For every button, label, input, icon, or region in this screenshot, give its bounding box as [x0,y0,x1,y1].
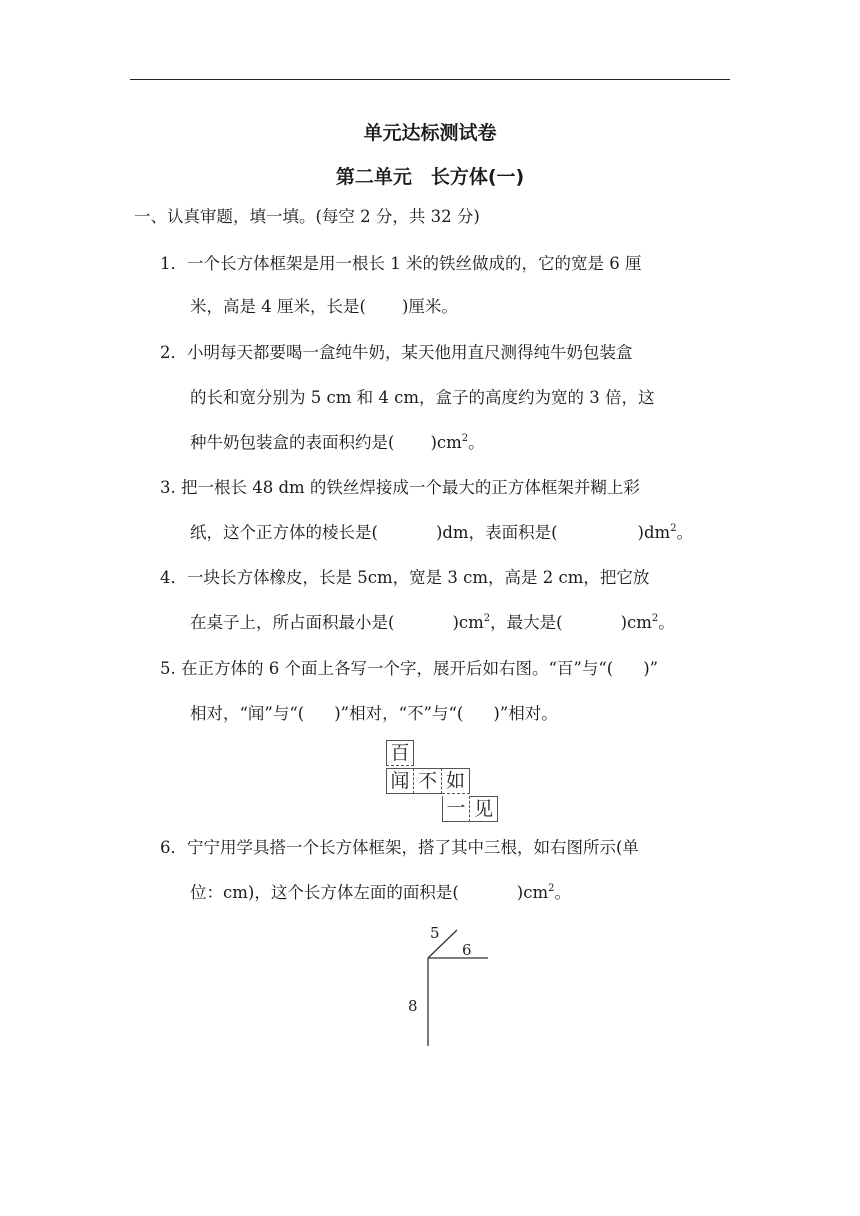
q2-line-2: 的长和宽分别为 5 cm 和 4 cm，盒子的高度约为宽的 3 倍，这 [190,388,655,407]
page-title: 单元达标测试卷 [363,122,497,144]
q2-line-1: 2．小明每天都要喝一盒纯牛奶，某天他用直尺测得纯牛奶包装盒 [160,343,633,362]
q6-line-1: 6．宁宁用学具搭一个长方体框架，搭了其中三根，如右图所示(单 [160,838,639,857]
q5-line-2: 相对，“闻”与“( )”相对，“不”与“( )”相对。 [190,704,558,723]
net-face: 百 [386,740,414,766]
net-face: 闻 [386,768,414,794]
cube-net-figure [386,740,506,824]
q2-line-3: 种牛奶包装盒的表面积约是( )$cm^2$。 [190,433,485,452]
q1-line-2: 米，高是 4 厘米，长是( )厘米。 [190,297,458,316]
label-length: 6 [462,941,472,959]
unit-subtitle: 第二单元 长方体(一) [335,166,525,188]
label-width: 5 [430,924,440,942]
q3-line-1: 3. 把一根长 48 dm 的铁丝焊接成一个最大的正方体框架并糊上彩 [160,478,640,497]
cuboid-edges-figure [396,916,496,1048]
q5-line-1: 5. 在正方体的 6 个面上各写一个字，展开后如右图。“百”与“( )” [160,659,659,678]
q4-line-2: 在桌子上，所占面积最小是( )$cm^2$，最大是( )$cm^2$。 [190,613,675,632]
q1-line-1: 1．一个长方体框架是用一根长 1 米的铁丝做成的，它的宽是 6 厘 [160,254,642,273]
net-face: 一 [442,796,470,822]
net-face: 如 [442,768,470,794]
q3-line-2: 纸，这个正方体的棱长是( )dm，表面积是( )$dm^2$。 [190,523,694,542]
q6-line-2: 位：cm)，这个长方体左面的面积是( )$cm^2$。 [190,883,571,902]
q4-line-1: 4．一块长方体橡皮，长是 5cm，宽是 3 cm，高是 2 cm，把它放 [160,568,650,587]
net-face: 不 [414,768,442,794]
net-face: 见 [470,796,498,822]
section-heading: 一、认真审题，填一填。(每空 2 分，共 32 分) [134,207,480,226]
label-height: 8 [408,997,418,1015]
top-rule [130,79,730,80]
